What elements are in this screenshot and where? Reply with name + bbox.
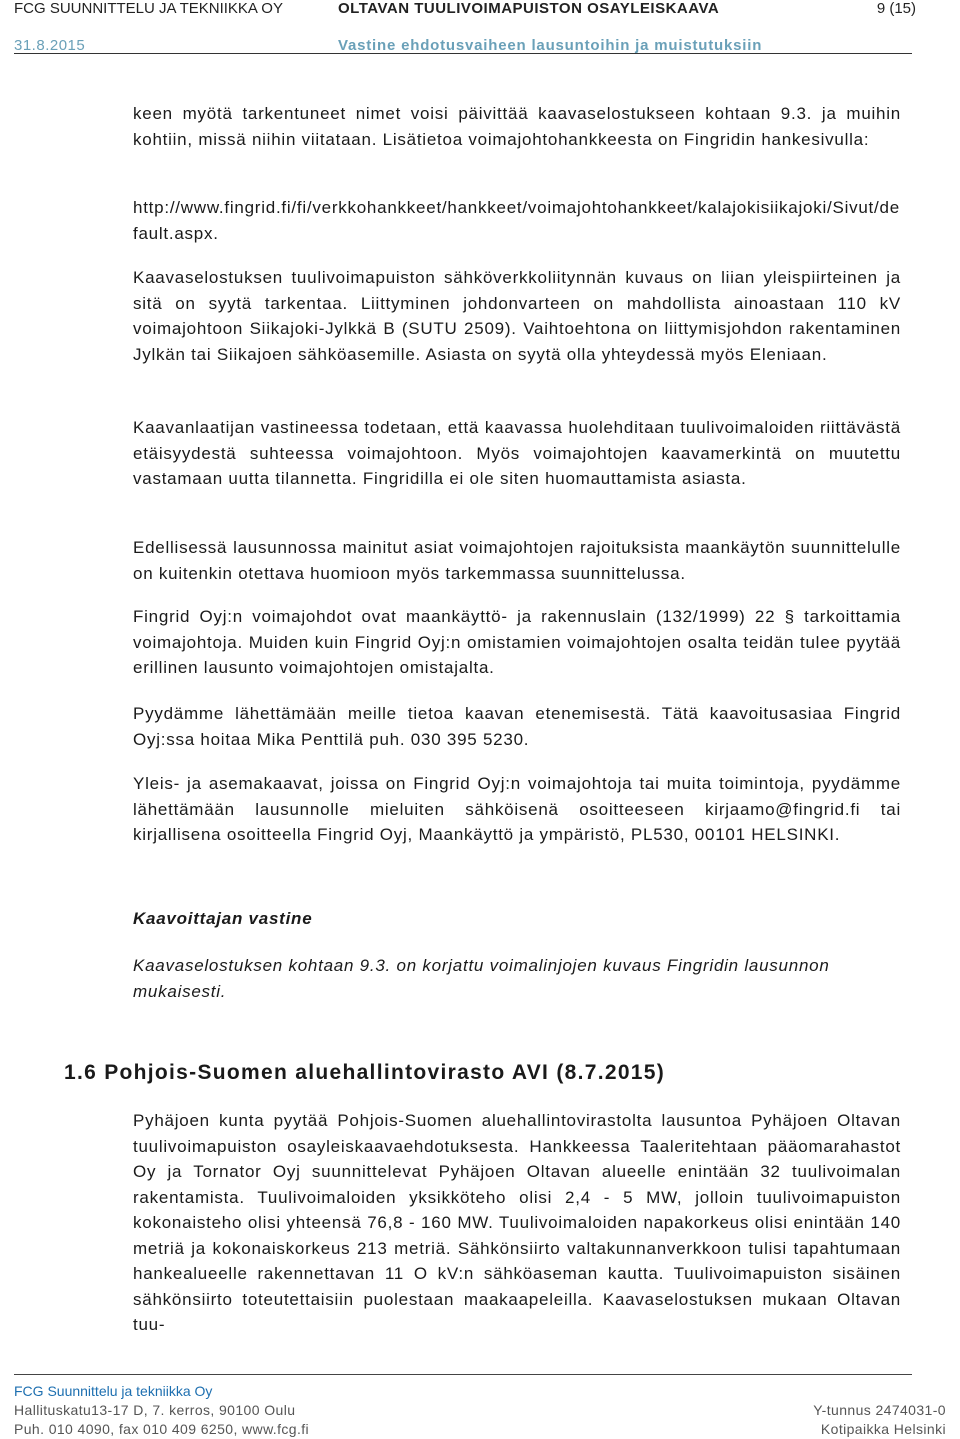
paragraph-5: Edellisessä lausunnossa mainitut asiat voimajohtojen rajoituksista maankäytön suunnittelulle on kuitenkin otettava huomioon myös tarkemmassa suunnittelussa. [133, 538, 901, 583]
header-page-number: 9 (15) [876, 0, 916, 17]
fingrid-url-link[interactable]: http://www.fingrid.fi/fi/verkkohankkeet/hankkeet/voimajohtohankkeet/kalajokisiikajoki/Sivut/default.aspx. [133, 198, 900, 243]
header-subtitle: Vastine ehdotusvaiheen lausuntoihin ja muistutuksiin [338, 37, 763, 54]
header-company: FCG SUUNNITTELU JA TEKNIIKKA OY [14, 0, 283, 17]
vastine-text: Kaavaselostuksen kohtaan 9.3. on korjattu voimalinjojen kuvaus Fingridin lausunnon mukaisesti. [133, 956, 830, 1001]
footer-divider [14, 1374, 912, 1375]
footer-right [813, 1382, 946, 1439]
page-header [14, 0, 916, 18]
paragraph-1: keen myötä tarkentuneet nimet voisi päivittää kaavaselostukseen kohtaan 9.3. ja muihin kohtiin, missä niihin viitataan. Lisätietoa voimajohtohankkeesta on Fingridin hankesivulla: [133, 104, 901, 149]
header-date: 31.8.2015 [14, 37, 86, 54]
header-doc-title: OLTAVAN TUULIVOIMAPUISTON OSAYLEISKAAVA [338, 0, 720, 17]
vastine-heading: Kaavoittajan vastine [133, 909, 313, 928]
section-heading: 1.6 Pohjois-Suomen aluehallintovirasto AVI (8.7.2015) [64, 1061, 666, 1084]
footer-left [14, 1382, 309, 1439]
paragraph-9: Pyhäjoen kunta pyytää Pohjois-Suomen aluehallintovirastolta lausuntoa Pyhäjoen Oltavan tuulivoimapuiston osayleiskaavaehdotuksesta. Hankkeessa Taaleritehtaan pääomarahastot Oy ja Tornator Oyj suunnittelevat Pyhäjoen Oltavan alueelle enintään 32 tuulivoimalan rakentamista. Tuulivoimaloiden yksikköteho olisi 2,4 - 5 MW, jolloin tuulivoimapuiston kokonaisteho olisi yhteensä 76,8 - 160 MW. Tuulivoimaloiden napakorkeus olisi enintään 140 metriä ja kokonaiskorkeus 213 metriä. Sähkönsiirto valtakunnanverkkoon tulisi tapahtumaan hankealueelle rakennettavan 11 O kV:n sähköaseman kautta. Tuulivoimapuiston sisäinen sähkönsiirto toteutettaisiin puolestaan maakaapeleilla. Kaavaselostuksen mukaan Oltavan tuu- [133, 1111, 901, 1334]
footer-address: Hallituskatu13-17 D, 7. kerros, 90100 Oulu [14, 1402, 296, 1418]
paragraph-7: Pyydämme lähettämään meille tietoa kaavan etenemisestä. Tätä kaavoitusasiaa Fingrid Oyj:ssa hoitaa Mika Penttilä puh. 030 395 5230. [133, 704, 901, 749]
footer-contact: Puh. 010 4090, fax 010 409 6250, www.fcg.fi [14, 1421, 310, 1437]
footer-kotipaikka: Kotipaikka Helsinki [820, 1421, 946, 1437]
footer-company: FCG Suunnittelu ja tekniikka Oy [14, 1383, 213, 1399]
paragraph-3: Kaavaselostuksen tuulivoimapuiston sähköverkkoliitynnän kuvaus on liian yleispiirteinen ja sitä on syytä tarkentaa. Liittyminen johdonvarteen on mahdollista ainoastaan 110 kV voimajohtoon Siikajoki-Jylkkä B (SUTU 2509). Vaihtoehtona on liittymisjohdon rakentaminen Jylkän tai Siikajoen sähköasemille. Asiasta on syytä olla yhteydessä myös Eleniaan. [133, 268, 901, 364]
paragraph-8: Yleis- ja asemakaavat, joissa on Fingrid Oyj:n voimajohtoja tai muita toimintoja, pyydämme lähettämään lausunnolle mieluiten sähköisenä osoitteeseen kirjaamo@fingrid.fi tai kirjallisena osoitteella Fingrid Oyj, Maankäyttö ja ympäristö, PL530, 00101 HELSINKI. [133, 774, 901, 844]
footer-ytunnus: Y-tunnus 2474031-0 [813, 1402, 946, 1418]
header-divider [14, 53, 912, 54]
paragraph-4: Kaavanlaatijan vastineessa todetaan, että kaavassa huolehditaan tuulivoimaloiden riittävästä etäisyydestä suhteessa voimajohtoon. Myös voimajohtojen kaavamerkintä on muutettu vastamaan uutta tilannetta. Fingridilla ei ole siten huomauttamista asiasta. [133, 418, 901, 488]
paragraph-6: Fingrid Oyj:n voimajohdot ovat maankäyttö- ja rakennuslain (132/1999) 22 § tarkoittamia voimajohtoja. Muiden kuin Fingrid Oyj:n omistamien voimajohtojen osalta teidän tulee pyytää erillinen lausunto voimajohtojen omistajalta. [133, 607, 901, 677]
